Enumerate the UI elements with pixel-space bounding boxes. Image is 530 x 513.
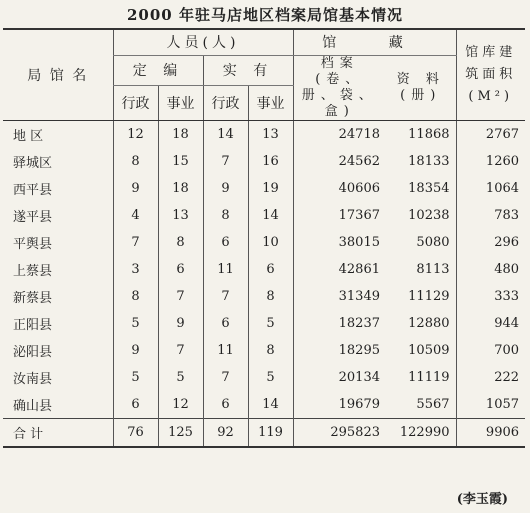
header-area xyxy=(456,29,525,120)
cell-actual-business: 14 xyxy=(248,391,293,419)
cell-quota-admin: 5 xyxy=(113,364,158,391)
cell-archives: 19679 xyxy=(293,391,386,419)
cell-actual-admin: 92 xyxy=(203,418,248,447)
cell-quota-admin: 7 xyxy=(113,229,158,256)
cell-quota-business: 15 xyxy=(158,148,203,175)
cell-actual-business: 8 xyxy=(248,337,293,364)
cell-materials: 18133 xyxy=(408,153,450,169)
cell-archives: 18237 xyxy=(293,310,386,337)
header-archives-label: 档案(卷、册、袋、盒) xyxy=(301,55,378,119)
cell-materials: 12880 xyxy=(408,315,450,331)
cell-quota-business: 7 xyxy=(158,283,203,310)
header-materials-label: 资 料(册) xyxy=(396,71,445,103)
cell-quota-admin: 9 xyxy=(113,175,158,202)
table-row xyxy=(3,391,525,419)
cell-name: 西平县 xyxy=(13,182,53,198)
cell-quota-business: 5 xyxy=(158,364,203,391)
cell-name: 驿城区 xyxy=(13,155,53,171)
cell-actual-admin: 6 xyxy=(203,310,248,337)
cell-materials: 5080 xyxy=(416,234,450,250)
cell-archives: 24562 xyxy=(293,148,386,175)
cell-quota-business: 125 xyxy=(158,418,203,447)
cell-materials: 5567 xyxy=(416,396,450,412)
cell-actual-business: 13 xyxy=(248,120,293,148)
cell-actual-admin: 6 xyxy=(203,229,248,256)
table-row xyxy=(3,256,525,283)
header-holdings: 馆 藏 xyxy=(293,29,456,55)
cell-area: 480 xyxy=(456,256,525,283)
header-quota-admin: 行政 xyxy=(113,85,158,120)
cell-area: 783 xyxy=(456,202,525,229)
cell-name: 正阳县 xyxy=(13,317,53,333)
header-quota: 定 编 xyxy=(113,55,203,85)
cell-actual-business: 6 xyxy=(248,256,293,283)
table-row xyxy=(3,229,525,256)
cell-quota-business: 6 xyxy=(158,256,203,283)
cell-area: 296 xyxy=(456,229,525,256)
cell-quota-admin: 9 xyxy=(113,337,158,364)
cell-archives: 31349 xyxy=(293,283,386,310)
header-personnel: 人员(人) xyxy=(113,29,293,55)
table-row xyxy=(3,337,525,364)
header-actual: 实 有 xyxy=(203,55,293,85)
cell-actual-business: 14 xyxy=(248,202,293,229)
cell-name: 遂平县 xyxy=(13,209,53,225)
table-row xyxy=(3,283,525,310)
cell-name: 合 计 xyxy=(3,418,113,447)
cell-name: 汝南县 xyxy=(13,371,53,387)
cell-area: 1057 xyxy=(456,391,525,419)
cell-materials: 18354 xyxy=(408,180,450,196)
cell-actual-admin: 7 xyxy=(203,283,248,310)
cell-actual-business: 5 xyxy=(248,310,293,337)
cell-quota-business: 18 xyxy=(158,175,203,202)
cell-actual-business: 16 xyxy=(248,148,293,175)
cell-archives: 295823 xyxy=(293,418,386,447)
cell-name: 平舆县 xyxy=(13,236,53,252)
cell-actual-admin: 7 xyxy=(203,364,248,391)
cell-actual-admin: 9 xyxy=(203,175,248,202)
cell-actual-admin: 8 xyxy=(203,202,248,229)
cell-quota-admin: 3 xyxy=(113,256,158,283)
cell-actual-business: 19 xyxy=(248,175,293,202)
table-row xyxy=(3,202,525,229)
cell-quota-admin: 6 xyxy=(113,391,158,419)
cell-actual-admin: 11 xyxy=(203,337,248,364)
cell-archives: 42861 xyxy=(293,256,386,283)
cell-materials: 8113 xyxy=(416,261,450,277)
cell-archives: 17367 xyxy=(293,202,386,229)
table-row xyxy=(3,120,525,148)
archive-stats-table xyxy=(3,28,525,448)
cell-actual-business: 5 xyxy=(248,364,293,391)
cell-quota-business: 9 xyxy=(158,310,203,337)
cell-name: 确山县 xyxy=(13,398,53,414)
total-row xyxy=(3,418,525,447)
header-actual-admin: 行政 xyxy=(203,85,248,120)
cell-quota-business: 13 xyxy=(158,202,203,229)
cell-area: 222 xyxy=(456,364,525,391)
cell-area: 1260 xyxy=(456,148,525,175)
table-title: 2000 年驻马店地区档案局馆基本情况 xyxy=(127,6,403,24)
cell-materials: 10509 xyxy=(408,342,450,358)
cell-materials: 122990 xyxy=(386,418,456,447)
header-area-label: 馆库建筑面积(M²) xyxy=(465,44,517,104)
cell-materials: 10238 xyxy=(408,207,450,223)
cell-name: 地 区 xyxy=(13,128,44,144)
cell-actual-admin: 14 xyxy=(203,120,248,148)
cell-quota-admin: 5 xyxy=(113,310,158,337)
table-row xyxy=(3,175,525,202)
cell-archives: 38015 xyxy=(293,229,386,256)
cell-area: 9906 xyxy=(456,418,525,447)
cell-quota-business: 7 xyxy=(158,337,203,364)
cell-actual-business: 10 xyxy=(248,229,293,256)
cell-archives: 40606 xyxy=(293,175,386,202)
cell-quota-admin: 4 xyxy=(113,202,158,229)
cell-materials: 11129 xyxy=(408,288,450,304)
cell-actual-admin: 6 xyxy=(203,391,248,419)
cell-name: 上蔡县 xyxy=(13,263,53,279)
cell-quota-admin: 76 xyxy=(113,418,158,447)
cell-actual-business: 8 xyxy=(248,283,293,310)
table-row xyxy=(3,364,525,391)
cell-actual-admin: 7 xyxy=(203,148,248,175)
cell-quota-admin: 8 xyxy=(113,283,158,310)
cell-materials: 11868 xyxy=(408,126,450,142)
cell-name: 泌阳县 xyxy=(13,344,53,360)
cell-actual-business: 119 xyxy=(248,418,293,447)
header-archives xyxy=(293,55,386,120)
cell-archives: 24718 xyxy=(293,120,386,148)
header-quota-business: 事业 xyxy=(158,85,203,120)
cell-archives: 18295 xyxy=(293,337,386,364)
header-materials xyxy=(386,55,456,120)
cell-quota-business: 12 xyxy=(158,391,203,419)
header-name: 局 馆 名 xyxy=(3,29,113,120)
cell-quota-business: 18 xyxy=(158,120,203,148)
cell-name: 新蔡县 xyxy=(13,290,53,306)
cell-quota-admin: 12 xyxy=(113,120,158,148)
table-row xyxy=(3,148,525,175)
table-body xyxy=(3,120,525,447)
header-row-1 xyxy=(3,29,525,55)
cell-area: 1064 xyxy=(456,175,525,202)
cell-area: 944 xyxy=(456,310,525,337)
cell-materials: 11119 xyxy=(408,369,450,385)
header-actual-business: 事业 xyxy=(248,85,293,120)
table-row xyxy=(3,310,525,337)
cell-area: 2767 xyxy=(456,120,525,148)
cell-quota-business: 8 xyxy=(158,229,203,256)
cell-area: 700 xyxy=(456,337,525,364)
author-credit: (李玉霞) xyxy=(456,492,508,507)
cell-area: 333 xyxy=(456,283,525,310)
cell-actual-admin: 11 xyxy=(203,256,248,283)
cell-quota-admin: 8 xyxy=(113,148,158,175)
cell-archives: 20134 xyxy=(293,364,386,391)
